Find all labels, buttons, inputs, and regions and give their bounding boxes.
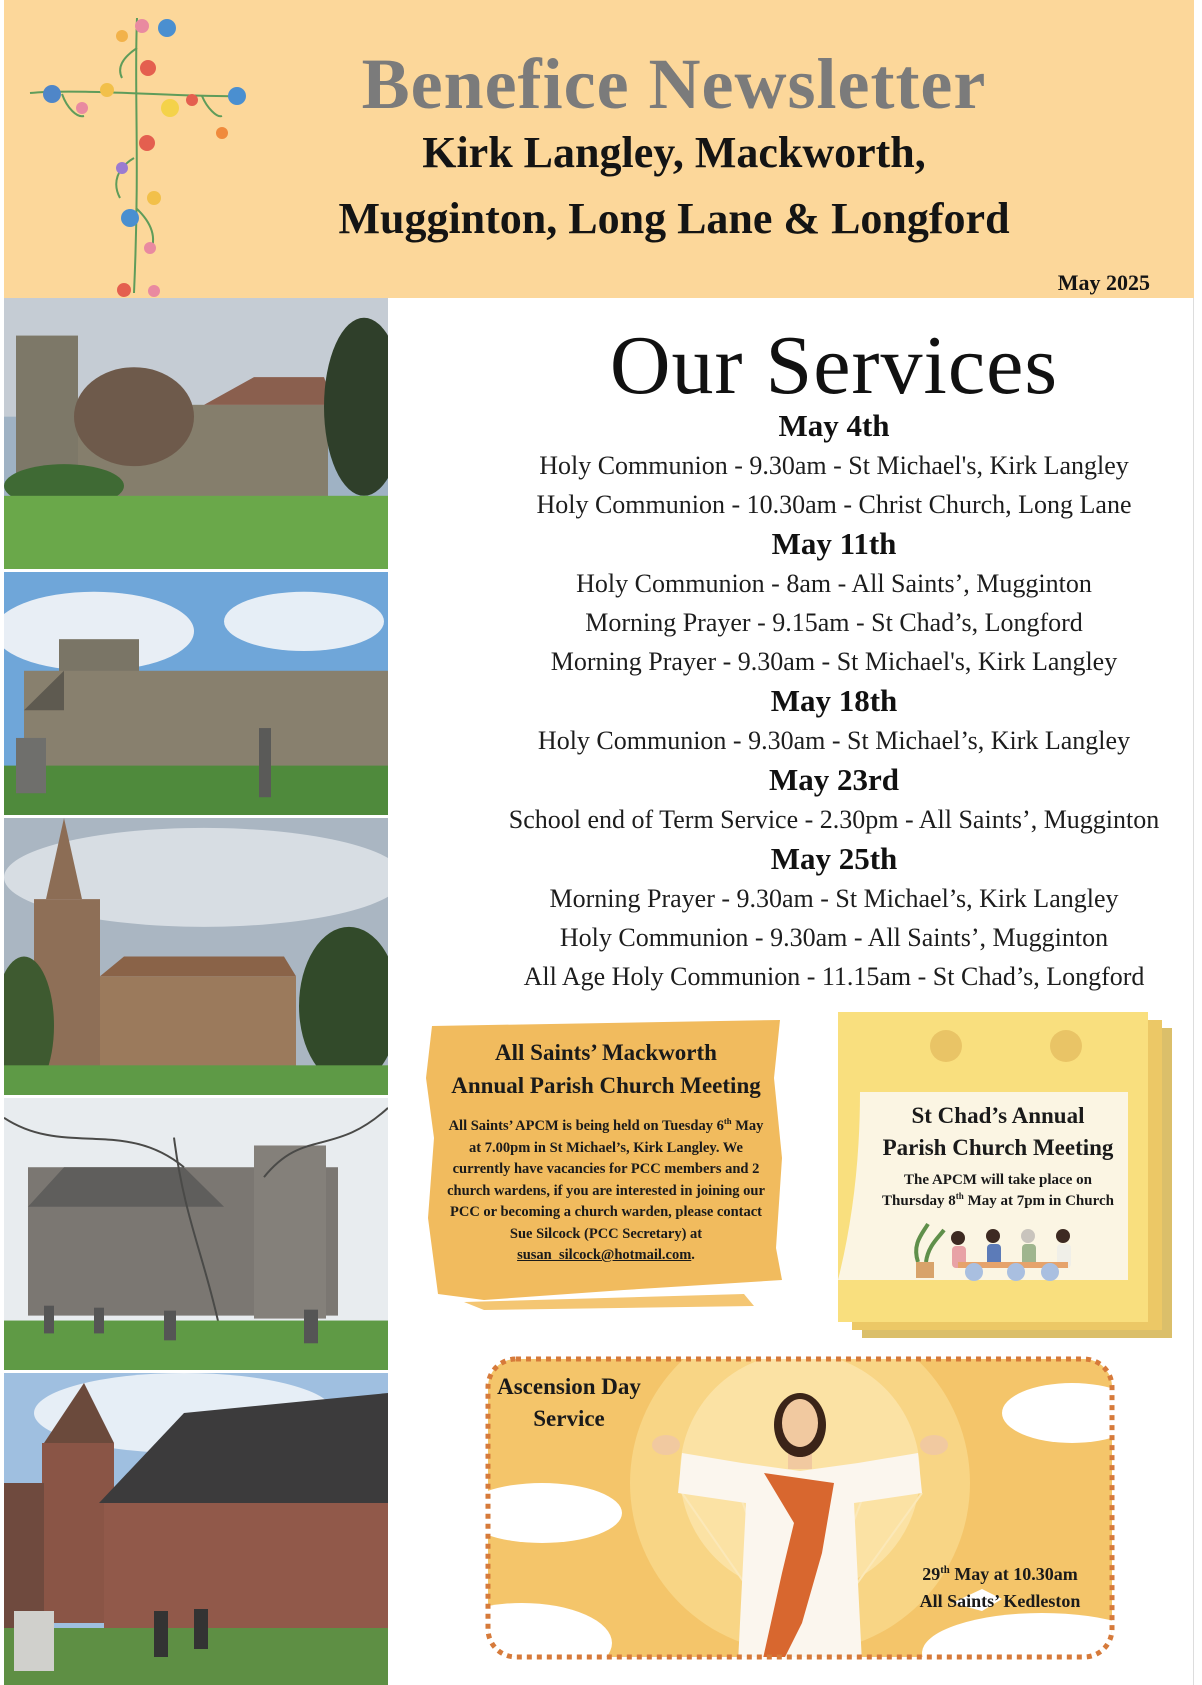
service-day: [424, 681, 1202, 760]
floral-cross-icon: [22, 8, 252, 298]
service-day: [424, 406, 1202, 524]
mackworth-title-line-2: Annual Parish Church Meeting: [451, 1073, 761, 1098]
service-item: Morning Prayer - 9.30am - St Michael's, Kirk Langley: [550, 647, 1118, 676]
service-day: [424, 524, 1202, 681]
ascension-title: [494, 1371, 644, 1435]
mackworth-notice-content: [444, 1036, 768, 1267]
ordinal-suffix: th: [723, 1116, 732, 1127]
service-item: Holy Communion - 9.30am - All Saints’, Mugginton: [559, 923, 1109, 952]
service-date: May 25th: [770, 841, 898, 876]
st-chads-body-line-1: The APCM will take place on: [904, 1172, 1092, 1188]
st-chads-notice-title: [866, 1100, 1130, 1164]
st-chads-notice-content: [866, 1100, 1130, 1212]
mackworth-notice-body: [444, 1116, 768, 1267]
ascension-venue: All Saints’ Kedleston: [919, 1591, 1081, 1611]
newsletter-page: [4, 0, 1194, 1685]
st-chads-body-text-cont: May at 7pm in Church: [963, 1193, 1114, 1209]
issue-date: May 2025: [1057, 270, 1150, 295]
church-photo-mackworth: [4, 1098, 388, 1373]
newsletter-header: [4, 0, 1194, 298]
ascension-time: May at 10.30am: [949, 1564, 1078, 1584]
service-day: [424, 760, 1202, 839]
service-item: All Age Holy Communion - 11.15am - St Chad’s, Longford: [523, 962, 1145, 991]
service-item: Holy Communion - 8am - All Saints’, Mugginton: [576, 569, 1092, 598]
service-date: May 18th: [770, 683, 898, 718]
service-date: May 11th: [771, 526, 897, 561]
mackworth-title-line-1: All Saints’ Mackworth: [495, 1040, 717, 1065]
mackworth-body-end: .: [691, 1247, 695, 1263]
ordinal-suffix: th: [940, 1564, 950, 1576]
st-chads-body-line-2: [866, 1191, 1130, 1212]
service-item: Holy Communion - 9.30am - St Michael's, Kirk Langley: [539, 451, 1129, 480]
parish-names-line-1: Kirk Langley, Mackworth,: [422, 128, 926, 177]
service-day: [424, 839, 1202, 996]
church-photo-longford: [4, 1373, 388, 1685]
st-chads-title-line-1: St Chad’s Annual: [911, 1103, 1085, 1128]
ascension-title-line-2: Service: [533, 1406, 605, 1431]
parish-names: [254, 120, 1094, 252]
ascension-details: [900, 1561, 1100, 1615]
newsletter-title: Benefice Newsletter: [361, 44, 987, 124]
service-date: May 23rd: [768, 762, 899, 797]
services-list: [424, 406, 1202, 996]
ascension-date: [900, 1561, 1100, 1588]
ascension-title-line-1: Ascension Day: [497, 1374, 641, 1399]
church-photo-mugginton: [4, 818, 388, 1098]
services-heading: Our Services: [609, 319, 1059, 412]
service-item: Holy Communion - 10.30am - Christ Church, Long Lane: [536, 490, 1132, 519]
st-chads-title-line-2: Parish Church Meeting: [882, 1135, 1114, 1160]
mackworth-body-text-cont: May at 7.00pm in St Michael’s, Kirk Langley. We currently have vacancies for PCC members and 2 church wardens, if you are interested in joining our PCC or becoming a church warden, please contact Sue Silcock (PCC Secretary) at: [447, 1118, 765, 1242]
service-item: School end of Term Service - 2.30pm - All Saints’, Mugginton: [508, 805, 1160, 834]
ascension-day-notice: [482, 1353, 1118, 1663]
service-item: Morning Prayer - 9.15am - St Chad’s, Longford: [585, 608, 1083, 637]
mackworth-apcm-notice: [424, 1018, 788, 1310]
service-item: Holy Communion - 9.30am - St Michael’s, Kirk Langley: [537, 726, 1131, 755]
parish-names-line-2: Mugginton, Long Lane & Longford: [338, 194, 1010, 243]
st-chads-notice-body: [866, 1170, 1130, 1212]
st-chads-apcm-notice: [838, 1012, 1178, 1344]
church-photo-column: [4, 298, 388, 1685]
mackworth-notice-title: [444, 1036, 768, 1102]
ordinal-suffix: th: [955, 1191, 964, 1201]
service-item: Morning Prayer - 9.30am - St Michael’s, Kirk Langley: [549, 884, 1119, 913]
service-date: May 4th: [778, 408, 890, 443]
church-photo-long-lane: [4, 572, 388, 818]
church-photo-kirk-langley: [4, 298, 388, 572]
st-chads-body-text: Thursday 8: [882, 1193, 956, 1209]
ascension-day-number: 29: [922, 1564, 941, 1584]
contact-email-link[interactable]: susan_silcock@hotmail.com: [517, 1247, 692, 1263]
mackworth-body-text: All Saints’ APCM is being held on Tuesday 6: [448, 1118, 724, 1134]
